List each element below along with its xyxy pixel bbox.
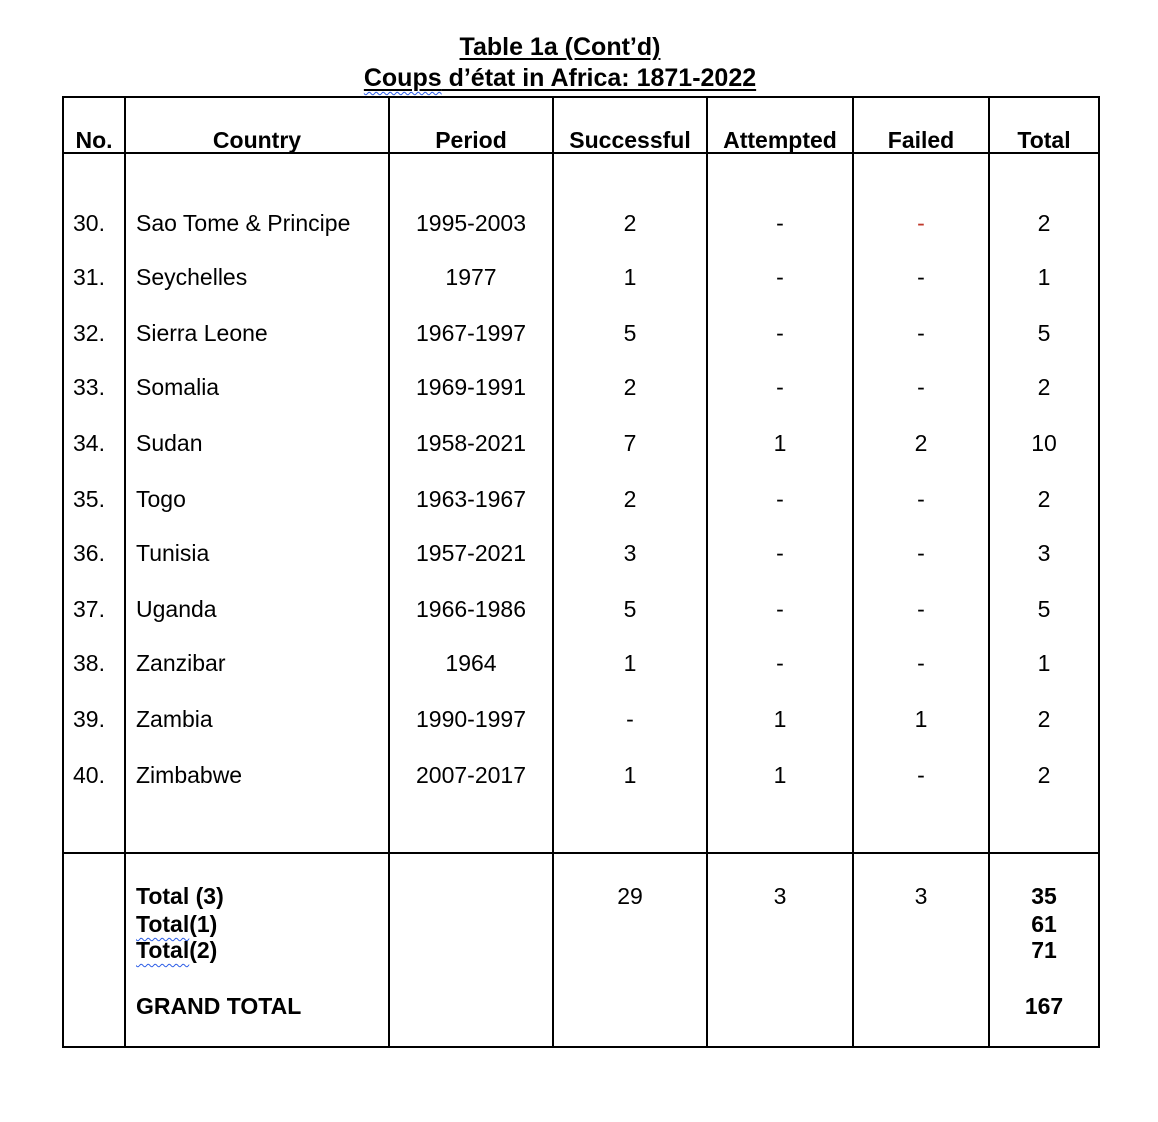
cell-successful: 2: [623, 374, 637, 400]
cell-period: 1957-2021: [416, 540, 526, 566]
total3-total: 35: [1031, 883, 1057, 909]
total2-label-suffix: (2): [189, 937, 218, 963]
cell-failed: 1: [914, 706, 928, 732]
cell-successful: 1: [623, 650, 637, 676]
cell-total: 2: [1037, 762, 1051, 788]
cell-failed: -: [917, 540, 925, 566]
total2-label: [136, 936, 217, 964]
cell-failed: -: [917, 374, 925, 400]
header-no: No.: [75, 127, 113, 153]
total1-label-suffix: (1): [189, 911, 218, 937]
cell-successful: 1: [623, 264, 637, 290]
cell-failed: -: [917, 486, 925, 512]
title-word-coups: Coups: [363, 64, 442, 92]
cell-successful: 7: [623, 430, 637, 456]
cell-period: 1958-2021: [416, 430, 526, 456]
cell-successful: 5: [623, 320, 637, 346]
cell-attempted: 1: [773, 706, 787, 732]
cell-failed: 2: [914, 430, 928, 456]
grand-total-value: 167: [1024, 993, 1064, 1019]
header-attempted: Attempted: [723, 127, 837, 153]
cell-total: 1: [1037, 650, 1051, 676]
cell-period: 1969-1991: [416, 374, 526, 400]
cell-country: Zambia: [136, 706, 213, 732]
cell-country: Zanzibar: [136, 650, 226, 676]
header-period: Period: [435, 127, 507, 153]
cell-no: 40.: [73, 762, 105, 788]
total3-attempted: 3: [773, 883, 787, 909]
cell-period: 1964: [445, 650, 497, 676]
cell-period: 1990-1997: [416, 706, 526, 732]
cell-no: 34.: [73, 430, 105, 456]
cell-country: Sudan: [136, 430, 203, 456]
cell-country: Zimbabwe: [136, 762, 243, 788]
total3-successful: 29: [617, 883, 643, 909]
cell-failed: -: [917, 264, 925, 290]
total3-label: Total (3): [136, 883, 224, 909]
total3-failed: 3: [914, 883, 928, 909]
cell-period: 1995-2003: [416, 210, 526, 236]
cell-period: 1966-1986: [416, 596, 526, 622]
total1-label-word: Total: [136, 911, 190, 937]
cell-successful: -: [626, 706, 634, 732]
cell-attempted: 1: [773, 762, 787, 788]
cell-attempted: -: [776, 650, 784, 676]
cell-failed: -: [917, 762, 925, 788]
cell-period: 2007-2017: [416, 762, 526, 788]
cell-total: 5: [1037, 320, 1051, 346]
title-line-2-rest: d’état in Africa: 1871-2022: [441, 64, 757, 92]
cell-period: 1963-1967: [416, 486, 526, 512]
cell-failed: -: [917, 650, 925, 676]
cell-attempted: -: [776, 320, 784, 346]
cell-total: 3: [1037, 540, 1051, 566]
total1-total: 61: [1031, 911, 1057, 937]
cell-successful: 5: [623, 596, 637, 622]
cell-country: Tunisia: [136, 540, 210, 566]
cell-attempted: -: [776, 210, 784, 236]
cell-no: 30.: [73, 210, 105, 236]
cell-attempted: 1: [773, 430, 787, 456]
cell-failed: -: [917, 210, 925, 236]
header-successful: Successful: [569, 127, 691, 153]
cell-no: 35.: [73, 486, 105, 512]
cell-country: Somalia: [136, 374, 220, 400]
cell-country: Seychelles: [136, 264, 248, 290]
total2-total: 71: [1031, 937, 1057, 963]
header-failed: Failed: [887, 127, 955, 153]
cell-successful: 1: [623, 762, 637, 788]
cell-no: 31.: [73, 264, 105, 290]
cell-no: 38.: [73, 650, 105, 676]
cell-period: 1967-1997: [416, 320, 526, 346]
cell-no: 33.: [73, 374, 105, 400]
cell-country: Togo: [136, 486, 186, 512]
cell-failed: -: [917, 596, 925, 622]
cell-country: Sao Tome & Principe: [136, 210, 351, 236]
header-total: Total: [1017, 127, 1071, 153]
cell-attempted: -: [776, 374, 784, 400]
cell-period: 1977: [445, 264, 497, 290]
cell-total: 2: [1037, 210, 1051, 236]
cell-country: Uganda: [136, 596, 217, 622]
cell-no: 37.: [73, 596, 105, 622]
cell-total: 1: [1037, 264, 1051, 290]
cell-country: Sierra Leone: [136, 320, 268, 346]
grand-total-label: GRAND TOTAL: [136, 993, 302, 1019]
cell-no: 32.: [73, 320, 105, 346]
total1-label: [136, 910, 217, 938]
cell-no: 36.: [73, 540, 105, 566]
cell-total: 2: [1037, 374, 1051, 400]
cell-attempted: -: [776, 540, 784, 566]
cell-total: 2: [1037, 486, 1051, 512]
cell-failed: -: [917, 320, 925, 346]
cell-attempted: -: [776, 596, 784, 622]
cell-attempted: -: [776, 264, 784, 290]
cell-successful: 3: [623, 540, 637, 566]
title-line-1: Table 1a (Cont’d): [459, 33, 661, 61]
cell-total: 10: [1031, 430, 1057, 456]
cell-no: 39.: [73, 706, 105, 732]
header-country: Country: [212, 127, 302, 153]
cell-total: 5: [1037, 596, 1051, 622]
cell-successful: 2: [623, 210, 637, 236]
cell-attempted: -: [776, 486, 784, 512]
total2-label-word: Total: [136, 937, 190, 963]
cell-successful: 2: [623, 486, 637, 512]
cell-total: 2: [1037, 706, 1051, 732]
